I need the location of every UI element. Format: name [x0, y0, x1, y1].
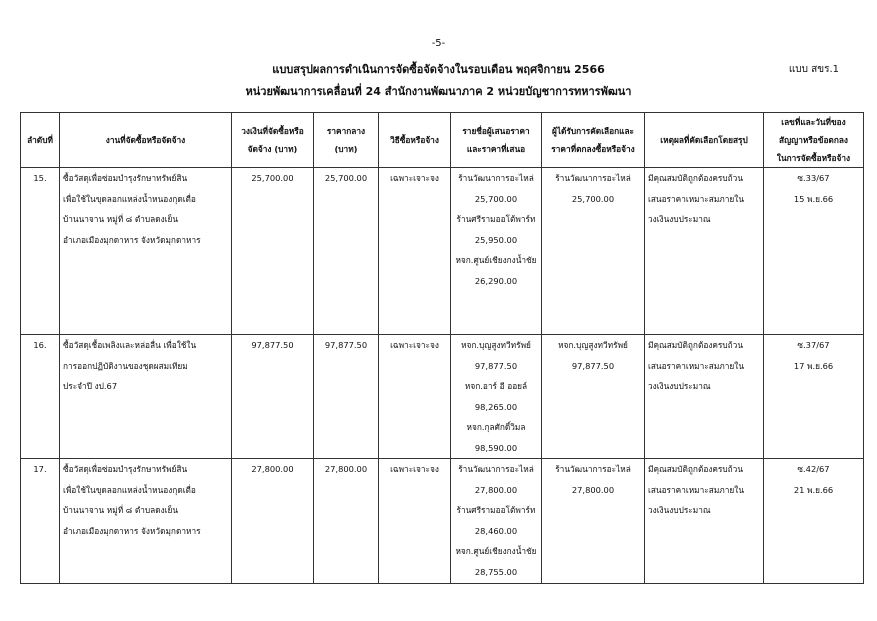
- header-median-price: ราคากลาง (บาท): [314, 113, 379, 168]
- table-header-row: [21, 113, 864, 168]
- method-value: เฉพาะเจาะจง: [379, 168, 451, 335]
- procurement-table: [20, 112, 864, 584]
- header-bidders: รายชื่อผู้เสนอราคา และราคาที่เสนอ: [451, 113, 542, 168]
- reason-value: มีคุณสมบัติถูกต้องครบถ้วน เสนอราคาเหมาะสมภายใน วงเงินงบประมาณ: [645, 335, 764, 459]
- method-value: เฉพาะเจาะจง: [379, 459, 451, 584]
- row-number: 15.: [21, 168, 60, 335]
- table-row: [21, 168, 864, 335]
- budget-value: 27,800.00: [232, 459, 314, 584]
- bidders-list: หจก.บุญสูงทวีทรัพย์ 97,877.50 หจก.อาร์ อี ออยล์ 98,265.00 หจก.กุลศักดิ์วิมล 98,590.00: [451, 335, 542, 459]
- header-contract: เลขที่และวันที่ของ สัญญาหรือข้อตกลง ในการจัดซื้อหรือจ้าง: [764, 113, 864, 168]
- contract-value: ซ.37/67 17 พ.ย.66: [764, 335, 864, 459]
- item-description: ซื้อวัสดุเพื่อซ่อมบำรุงรักษาทรัพย์สิน เพื่อใช้ในขุดลอกแหล่งน้ำหนองกุดเตื่อ บ้านนาจาน หมู่ที่ ๘ ตำบลดงเย็น อำเภอเมืองมุกดาหาร จังหวัดมุกดาหาร: [60, 459, 232, 584]
- item-description: ซื้อวัสดุเชื้อเพลิงและหล่อลื่น เพื่อใช้ใน การออกปฏิบัติงานของชุดผสมเทียม ประจำปี งป.67: [60, 335, 232, 459]
- form-code: แบบ สขร.1: [788, 64, 839, 75]
- header-reason: เหตุผลที่คัดเลือกโดยสรุป: [645, 113, 764, 168]
- bidders-list: ร้านวัฒนาการอะไหล่ 25,700.00 ร้านศรีรามออโต้พาร์ท 25,950.00 หจก.ศูนย์เชียงกงน้ำชัย 26,290.00: [451, 168, 542, 335]
- median-price-value: 25,700.00: [314, 168, 379, 335]
- winner-value: ร้านวัฒนาการอะไหล่ 27,800.00: [542, 459, 645, 584]
- median-price-value: 97,877.50: [314, 335, 379, 459]
- method-value: เฉพาะเจาะจง: [379, 335, 451, 459]
- document-subtitle: หน่วยพัฒนาการเคลื่อนที่ 24 สำนักงานพัฒนาภาค 2 หน่วยบัญชาการทหารพัฒนา: [245, 85, 632, 98]
- item-description: ซื้อวัสดุเพื่อซ่อมบำรุงรักษาทรัพย์สิน เพื่อใช้ในขุดลอกแหล่งน้ำหนองกุดเตื่อ บ้านนาจาน หมู่ที่ ๘ ตำบลดงเย็น อำเภอเมืองมุกดาหาร จังหวัดมุกดาหาร: [60, 168, 232, 335]
- header-no: ลำดับที่: [21, 113, 60, 168]
- bidders-list: ร้านวัฒนาการอะไหล่ 27,800.00 ร้านศรีรามออโต้พาร์ท 28,460.00 หจก.ศูนย์เชียงกงน้ำชัย 28,755.00: [451, 459, 542, 584]
- header-winner: ผู้ได้รับการคัดเลือกและ ราคาที่ตกลงซื้อหรือจ้าง: [542, 113, 645, 168]
- header-item: งานที่จัดซื้อหรือจัดจ้าง: [60, 113, 232, 168]
- budget-value: 97,877.50: [232, 335, 314, 459]
- reason-value: มีคุณสมบัติถูกต้องครบถ้วน เสนอราคาเหมาะสมภายใน วงเงินงบประมาณ: [645, 459, 764, 584]
- winner-value: ร้านวัฒนาการอะไหล่ 25,700.00: [542, 168, 645, 335]
- page-number: -5-: [431, 38, 446, 49]
- winner-value: หจก.บุญสูงทวีทรัพย์ 97,877.50: [542, 335, 645, 459]
- table-row: [21, 459, 864, 584]
- reason-value: มีคุณสมบัติถูกต้องครบถ้วน เสนอราคาเหมาะสมภายใน วงเงินงบประมาณ: [645, 168, 764, 335]
- header-budget: วงเงินที่จัดซื้อหรือ จัดจ้าง (บาท): [232, 113, 314, 168]
- row-number: 16.: [21, 335, 60, 459]
- document-title: แบบสรุปผลการดำเนินการจัดซื้อจัดจ้างในรอบเดือน พฤศจิกายน 2566: [272, 63, 605, 76]
- budget-value: 25,700.00: [232, 168, 314, 335]
- median-price-value: 27,800.00: [314, 459, 379, 584]
- table-row: [21, 335, 864, 459]
- contract-value: ซ.33/67 15 พ.ย.66: [764, 168, 864, 335]
- contract-value: ซ.42/67 21 พ.ย.66: [764, 459, 864, 584]
- row-number: 17.: [21, 459, 60, 584]
- header-method: วิธีซื้อหรือจ้าง: [379, 113, 451, 168]
